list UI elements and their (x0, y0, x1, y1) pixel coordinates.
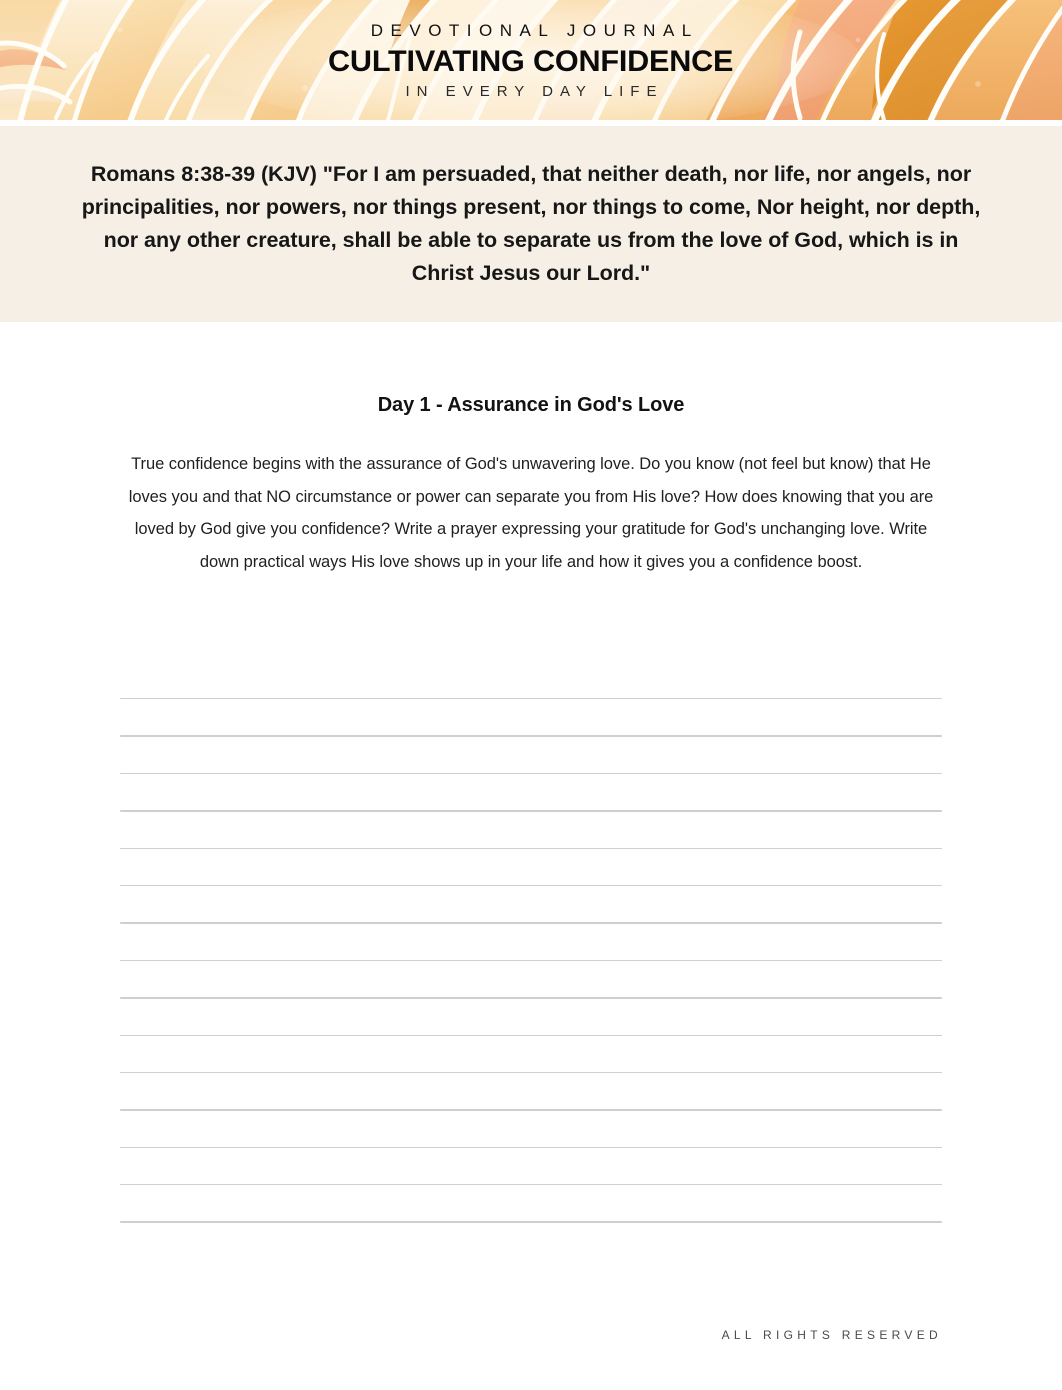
write-line[interactable] (120, 1109, 942, 1110)
reflection-prompt-text: True confidence begins with the assurance of God's unwavering love. Do you know (not feel but know) that He loves you and that NO circumstance or power can separate you from His love? How does knowing that you are loved by God give you confidence? Write a prayer expressing your gratitude for God's unchanging love. Write down practical ways His love shows up in your life and how it gives you a confidence boost. (128, 455, 934, 571)
write-line[interactable] (120, 735, 942, 736)
write-line[interactable] (120, 1072, 942, 1073)
write-line[interactable] (120, 773, 942, 774)
copyright-notice: ALL RIGHTS RESERVED (721, 1328, 942, 1342)
write-line[interactable] (120, 960, 942, 961)
scripture-verse-text: Romans 8:38-39 (KJV) "For I am persuaded, that neither death, nor life, nor angels, nor principalities, nor powers, nor things present, nor things to come, Nor height, nor depth, nor any other creature, shall be able to separate us from the love of God, which is in Christ Jesus our Lord." (81, 162, 981, 285)
day-heading: Day 1 - Assurance in God's Love (377, 394, 685, 416)
write-line[interactable] (120, 885, 942, 886)
write-line[interactable] (120, 1147, 942, 1148)
write-line[interactable] (120, 1184, 942, 1185)
write-line[interactable] (120, 1035, 942, 1036)
journal-writing-area[interactable] (120, 698, 942, 1223)
scripture-band (0, 126, 1062, 322)
write-line[interactable] (120, 922, 942, 923)
header-kicker: DEVOTIONAL JOURNAL (370, 20, 699, 40)
write-line[interactable] (120, 1221, 942, 1222)
header-banner (0, 0, 1062, 120)
write-line[interactable] (120, 848, 942, 849)
header-text-group (0, 0, 1062, 120)
header-subkicker: IN EVERY DAY LIFE (405, 82, 664, 100)
write-line[interactable] (120, 698, 942, 699)
write-line[interactable] (120, 997, 942, 998)
page-title: CULTIVATING CONFIDENCE (328, 44, 734, 78)
write-line[interactable] (120, 810, 942, 811)
